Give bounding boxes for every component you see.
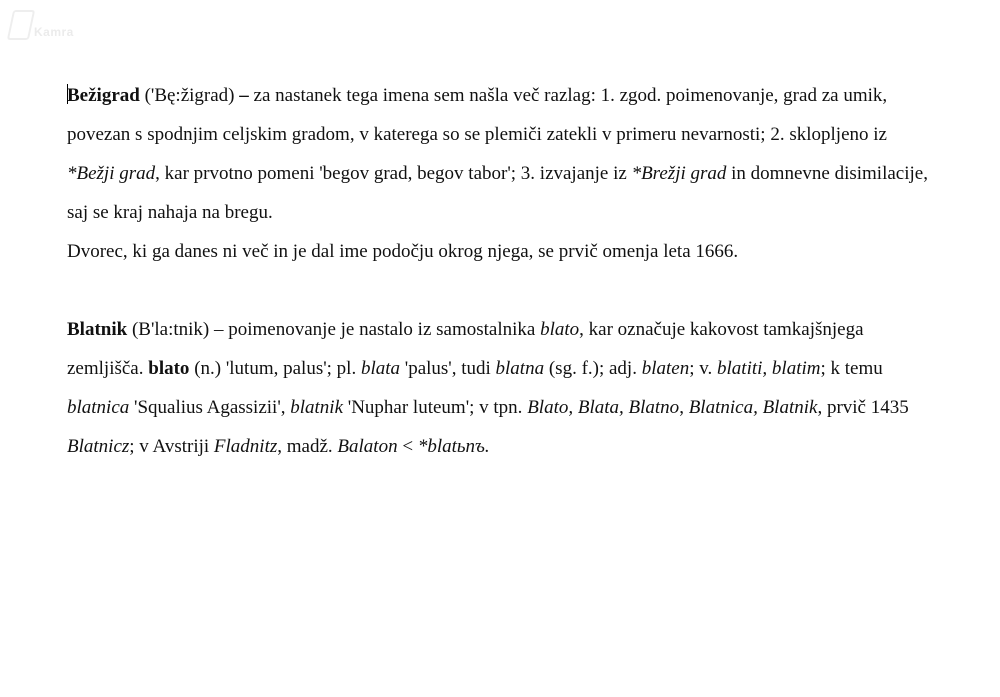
logo-icon <box>7 10 35 40</box>
bold-term: Blatnik <box>67 319 128 340</box>
text-run: 'palus', tudi <box>400 358 496 379</box>
entry-bezigrad-text <box>67 85 928 223</box>
italic-term: blata <box>360 358 401 379</box>
italic-term: blato <box>540 319 580 340</box>
text-run: , kar prvotno pomeni 'begov grad, begov tabor'; 3. izvajanje iz <box>155 163 632 184</box>
text-run: , <box>679 397 689 418</box>
bold-term: Bežigrad <box>67 85 140 106</box>
text-run: (B'la:tnik) – poimenovanje je nastalo iz samostalnika <box>127 319 541 340</box>
text-run: , prvič 1435 <box>817 397 909 418</box>
bold-term: – <box>239 85 249 106</box>
bold-term: blato <box>148 358 190 379</box>
text-run: , madž. <box>277 436 338 457</box>
italic-term: *blatьnъ. <box>417 436 490 457</box>
text-run: ; k temu <box>820 358 883 379</box>
text-run: 'Squalius Agassizii', <box>129 397 291 418</box>
italic-term: Blatnica, Blatnik <box>688 397 818 418</box>
italic-term: Blato, Blata, Blatno <box>527 397 680 418</box>
italic-term: blatnik <box>290 397 344 418</box>
text-run: ; v. <box>689 358 718 379</box>
entry-blatnik-text <box>67 319 909 457</box>
watermark-text: Kamra <box>34 25 74 39</box>
text-run: in domnevne disimilacije, saj se kraj nahaja na bregu. <box>67 163 928 223</box>
entry-blatnik <box>67 310 937 466</box>
italic-term: Balaton <box>337 436 398 457</box>
watermark-logo <box>10 10 74 40</box>
italic-term: Blatnicz <box>67 436 130 457</box>
text-run: (sg. f.); adj. <box>544 358 642 379</box>
text-run: za nastanek tega imena sem našla več razlag: 1. zgod. poimenovanje, grad za umik, povezan s spodnjim celjskim gradom, v katerega so se plemiči zatekli v primeru nevarnosti; 2. sklopljeno iz <box>67 85 888 145</box>
text-run: ; v Avstriji <box>129 436 214 457</box>
entry-bezigrad-extra: Dvorec, ki ga danes ni več in je dal ime podočju okrog njega, se prvič omenja leta 1666. <box>67 241 739 262</box>
text-run: 'Nuphar luteum'; v tpn. <box>343 397 528 418</box>
text-run: , kar označuje kakovost tamkajšnjega zemljišča. <box>67 319 864 379</box>
italic-term: blatiti, blatim <box>717 358 821 379</box>
text-run: < <box>397 436 418 457</box>
entry-bezigrad <box>67 76 937 271</box>
italic-term: blatna <box>495 358 545 379</box>
text-run: (n.) 'lutum, palus'; pl. <box>189 358 361 379</box>
document-body[interactable] <box>67 76 937 466</box>
italic-term: blatnica <box>67 397 130 418</box>
italic-term: Fladnitz <box>213 436 278 457</box>
italic-term: blaten <box>641 358 690 379</box>
italic-term: *Bežji grad <box>67 163 156 184</box>
text-run: ('Bę:žigrad) <box>139 85 240 106</box>
italic-term: *Brežji grad <box>631 163 727 184</box>
